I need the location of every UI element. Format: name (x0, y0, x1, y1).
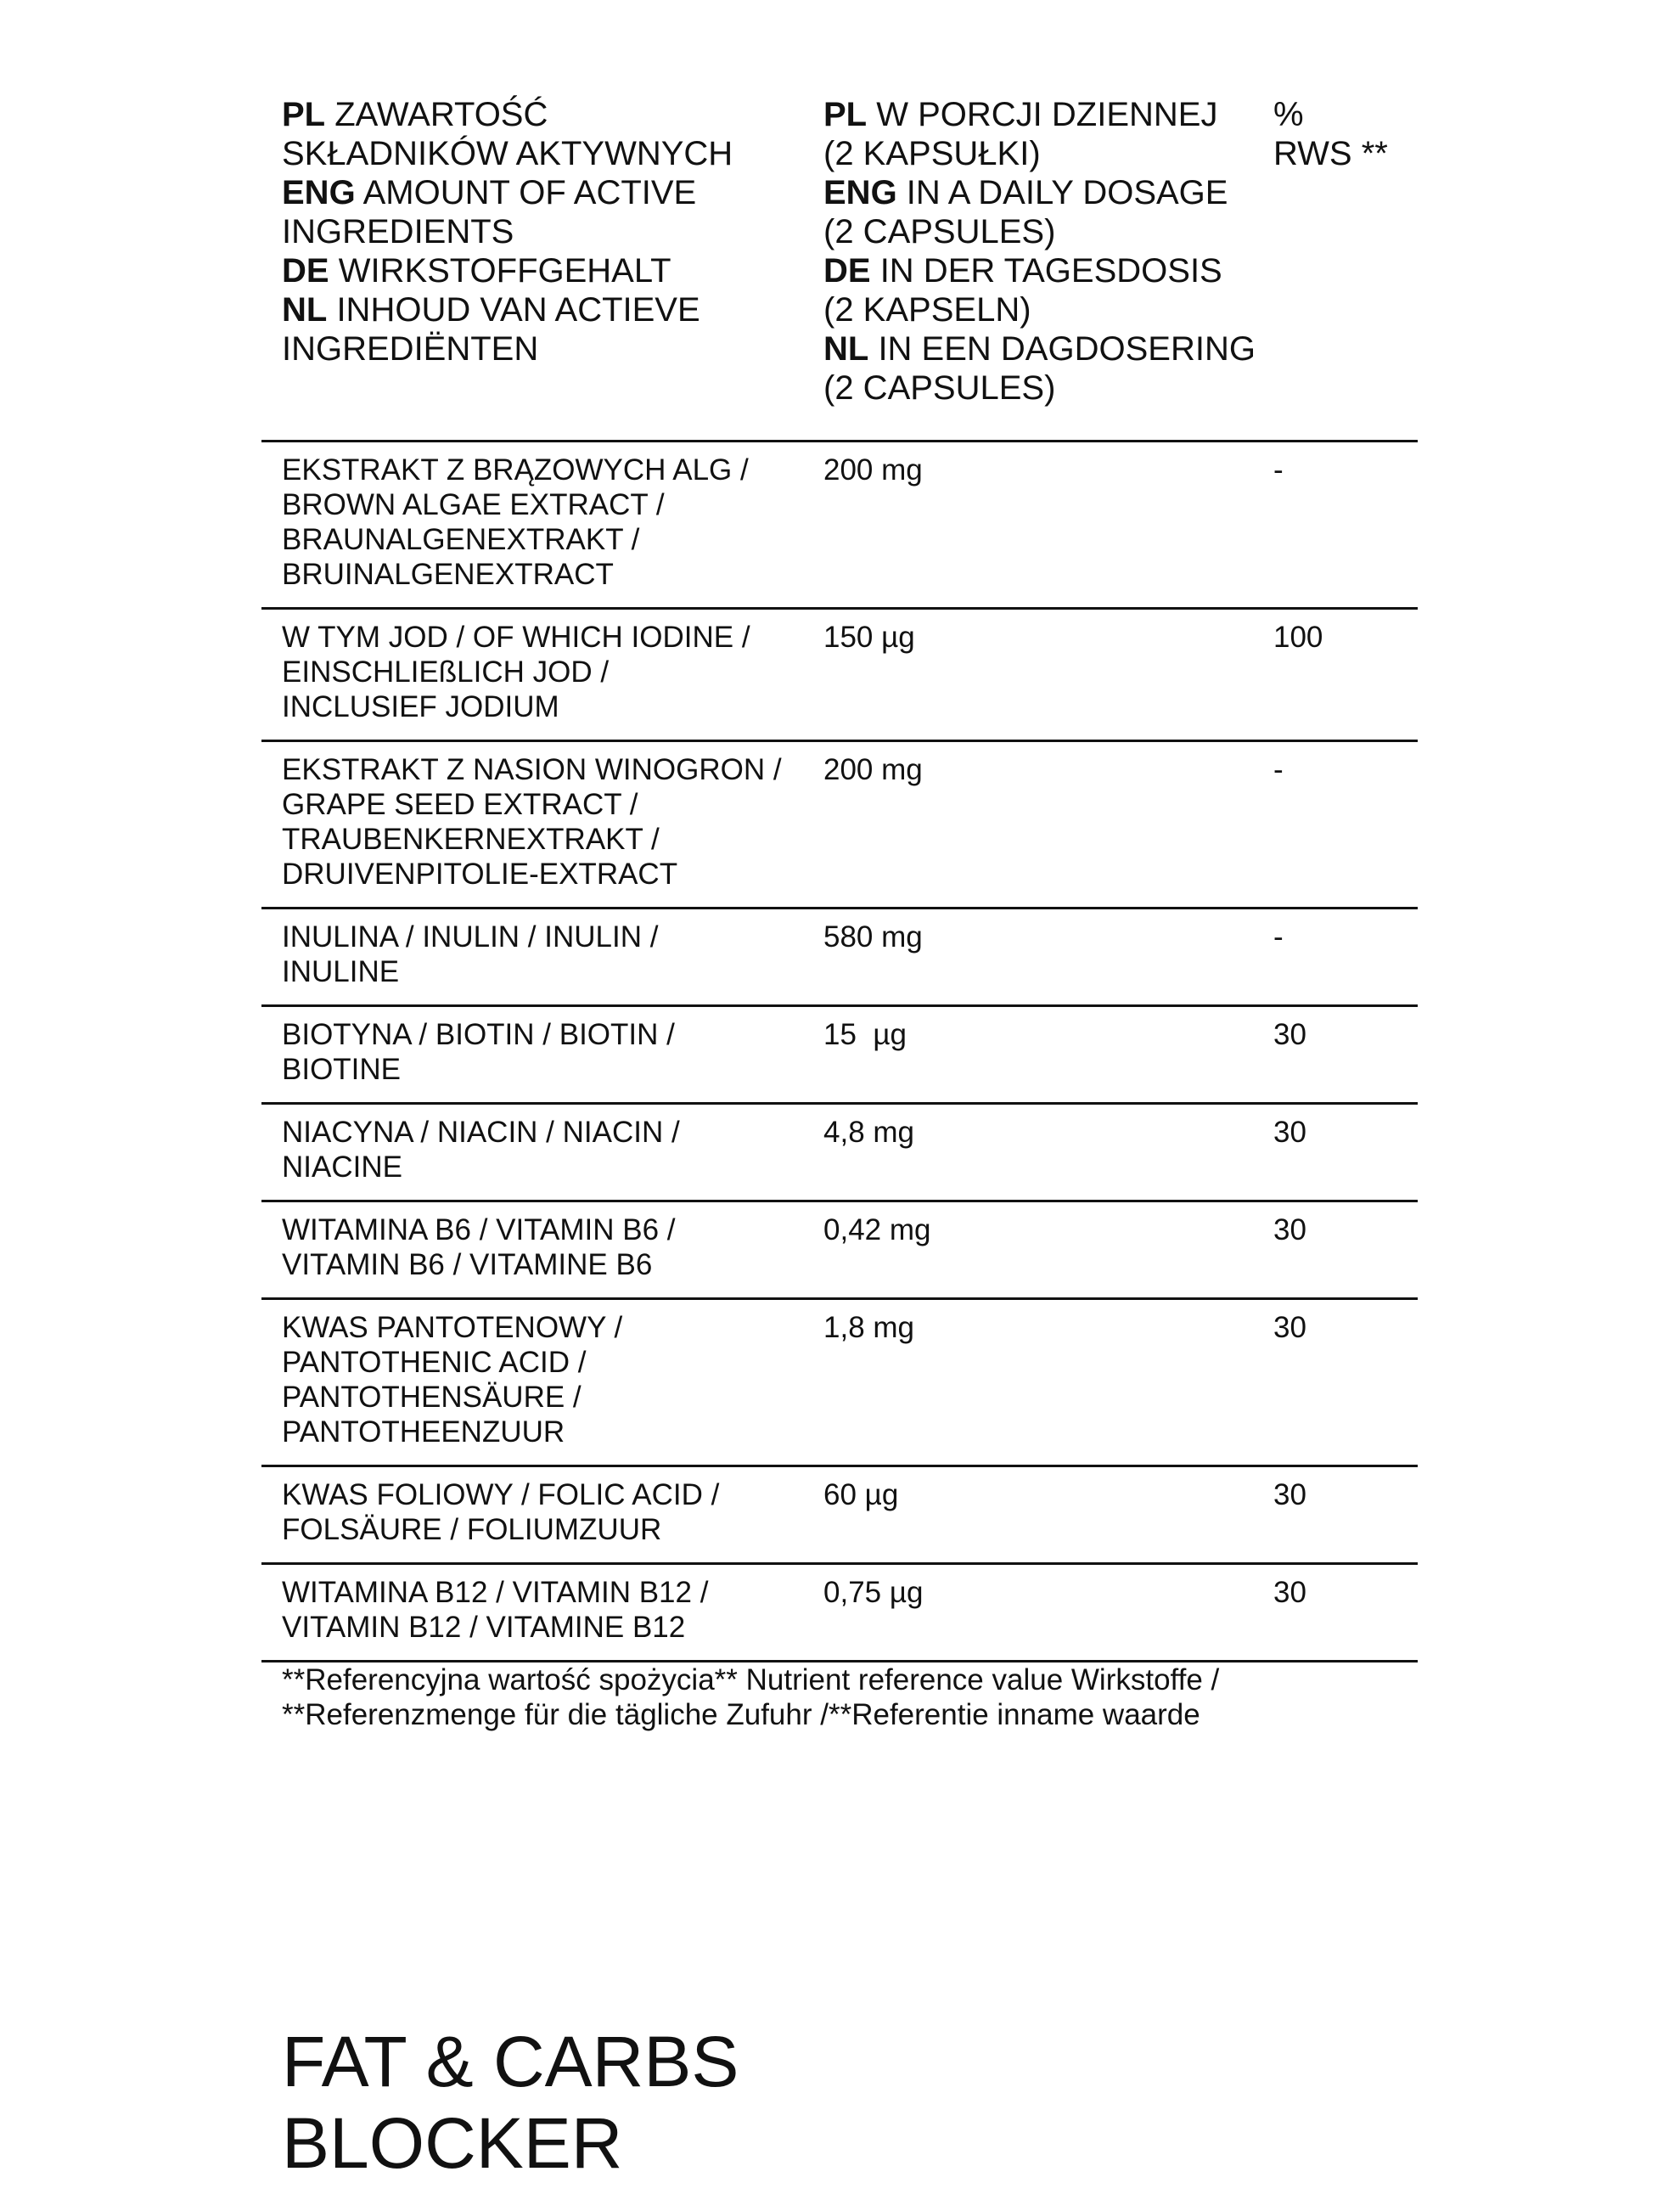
language-code: PL (823, 96, 868, 133)
header-text: INGREDIENTS (282, 213, 514, 250)
table-row (261, 610, 1418, 742)
rws-value: 100 (1273, 621, 1323, 654)
header-daily-dose-column (823, 95, 1265, 408)
ingredient-name-line: BROWN ALGAE EXTRACT / (282, 488, 665, 521)
table-header (261, 95, 1418, 442)
rws-value: - (1273, 453, 1284, 487)
ingredient-name-line: TRAUBENKERNEXTRAKT / (282, 823, 660, 856)
footnote-line: **Referencyjna wartość spożycia** Nutrient reference value Wirkstoffe / (282, 1663, 1220, 1696)
daily-dose-value: 15 µg (823, 1018, 907, 1051)
ingredient-name-line: W TYM JOD / OF WHICH IODINE / (282, 621, 750, 654)
ingredient-name (282, 442, 808, 607)
header-rws-percent: % (1273, 96, 1304, 133)
daily-dose-value: 150 µg (823, 621, 915, 654)
table-row (261, 742, 1418, 909)
ingredient-name-line: KWAS FOLIOWY / FOLIC ACID / (282, 1478, 720, 1511)
ingredient-name-line: GRAPE SEED EXTRACT / (282, 788, 638, 821)
rws-value: 30 (1273, 1478, 1306, 1511)
ingredient-name-line: PANTOTHENIC ACID / (282, 1346, 587, 1379)
ingredient-name-line: BIOTYNA / BIOTIN / BIOTIN / (282, 1018, 675, 1051)
header-line (823, 212, 1265, 251)
header-line (823, 251, 1265, 290)
rws-value: 30 (1273, 1311, 1306, 1344)
footnote-line: **Referenzmenge für die tägliche Zufuhr /**Referentie inname waarde (282, 1698, 1200, 1731)
footnote (282, 1662, 1219, 1732)
rws-value: 30 (1273, 1116, 1306, 1149)
header-line (823, 95, 1265, 134)
header-line (282, 290, 808, 329)
ingredient-name-line: BRUINALGENEXTRACT (282, 558, 614, 591)
ingredient-name (282, 1105, 808, 1200)
rws-value: 30 (1273, 1018, 1306, 1051)
header-text: INGREDIËNTEN (282, 330, 539, 368)
product-title-line: FAT & CARBS (282, 2022, 739, 2101)
ingredient-name (282, 1467, 808, 1562)
language-code: ENG (282, 174, 356, 211)
table-row (261, 1565, 1418, 1662)
header-line (823, 290, 1265, 329)
ingredient-name-line: BRAUNALGENEXTRAKT / (282, 523, 640, 556)
ingredient-name-line: PANTOTHENSÄURE / (282, 1381, 582, 1414)
table-row (261, 1300, 1418, 1467)
ingredient-name-line: NIACINE (282, 1151, 402, 1184)
ingredient-name (282, 1565, 808, 1660)
header-text: IN DER TAGESDOSIS (870, 252, 1222, 290)
product-title (282, 2021, 739, 2184)
ingredient-name-line: BIOTINE (282, 1053, 402, 1086)
language-code: DE (282, 252, 329, 290)
ingredient-name-line: EKSTRAKT Z NASION WINOGRON / (282, 753, 782, 786)
language-code: ENG (823, 174, 897, 211)
ingredient-name-line: INCLUSIEF JODIUM (282, 690, 559, 723)
header-text: WIRKSTOFFGEHALT (329, 252, 671, 290)
header-text: INHOUD VAN ACTIEVE (327, 291, 700, 329)
header-line (282, 134, 808, 173)
ingredient-name-line: VITAMIN B12 / VITAMINE B12 (282, 1611, 686, 1644)
ingredient-name-line: KWAS PANTOTENOWY / (282, 1311, 623, 1344)
header-line (282, 95, 808, 134)
language-code: DE (823, 252, 871, 290)
daily-dose-value: 4,8 mg (823, 1116, 914, 1149)
ingredient-name-line: NIACYNA / NIACIN / NIACIN / (282, 1116, 680, 1149)
header-line (823, 368, 1265, 408)
header-text: (2 KAPSUŁKI) (823, 135, 1041, 172)
ingredient-name-line: EKSTRAKT Z BRĄZOWYCH ALG / (282, 453, 749, 487)
language-code: NL (823, 330, 869, 368)
ingredient-name-line: VITAMIN B6 / VITAMINE B6 (282, 1248, 653, 1281)
language-code: PL (282, 96, 326, 133)
header-rws-column (1273, 95, 1418, 173)
ingredient-name-line: DRUIVENPITOLIE-EXTRACT (282, 858, 678, 891)
header-text: (2 KAPSELN) (823, 291, 1031, 329)
header-line (823, 173, 1265, 212)
header-line (282, 212, 808, 251)
ingredient-name-line: WITAMINA B12 / VITAMIN B12 / (282, 1576, 709, 1609)
header-text: ZAWARTOŚĆ (325, 96, 548, 133)
daily-dose-value: 0,42 mg (823, 1213, 931, 1246)
ingredient-name (282, 909, 808, 1004)
header-text: W PORCJI DZIENNEJ (867, 96, 1218, 133)
header-text: (2 CAPSULES) (823, 369, 1056, 407)
ingredient-name (282, 610, 808, 740)
ingredient-name-line: FOLSÄURE / FOLIUMZUUR (282, 1513, 662, 1546)
header-line (823, 329, 1265, 368)
table-row (261, 1202, 1418, 1300)
header-line (282, 329, 808, 368)
table-row (261, 909, 1418, 1007)
rws-value: 30 (1273, 1576, 1306, 1609)
ingredient-name-line: WITAMINA B6 / VITAMIN B6 / (282, 1213, 676, 1246)
header-ingredient-column (282, 95, 808, 368)
header-line (282, 173, 808, 212)
daily-dose-value: 200 mg (823, 453, 923, 487)
header-text: IN EEN DAGDOSERING (868, 330, 1256, 368)
table-body (261, 442, 1418, 1662)
ingredient-name-line: EINSCHLIEßLICH JOD / (282, 655, 610, 689)
table-row (261, 1467, 1418, 1565)
daily-dose-value: 580 mg (823, 920, 923, 954)
header-text: AMOUNT OF ACTIVE (355, 174, 697, 211)
table-row (261, 1105, 1418, 1202)
ingredient-name (282, 1202, 808, 1297)
daily-dose-value: 200 mg (823, 753, 923, 786)
header-text: IN A DAILY DOSAGE (896, 174, 1228, 211)
rws-value: - (1273, 920, 1284, 954)
ingredient-name (282, 742, 808, 907)
daily-dose-value: 60 µg (823, 1478, 899, 1511)
table-row (261, 1007, 1418, 1105)
header-rws-label: RWS ** (1273, 135, 1388, 172)
ingredient-name-line: INULINA / INULIN / INULIN / (282, 920, 659, 954)
ingredient-name (282, 1300, 808, 1465)
header-line (823, 134, 1265, 173)
rws-value: - (1273, 753, 1284, 786)
ingredient-name (282, 1007, 808, 1102)
header-text: SKŁADNIKÓW AKTYWNYCH (282, 135, 733, 172)
product-title-line: BLOCKER (282, 2103, 623, 2183)
table-row (261, 442, 1418, 610)
ingredient-name-line: PANTOTHEENZUUR (282, 1415, 565, 1449)
nutrition-table (261, 95, 1418, 1662)
daily-dose-value: 0,75 µg (823, 1576, 924, 1609)
header-line (282, 251, 808, 290)
language-code: NL (282, 291, 328, 329)
daily-dose-value: 1,8 mg (823, 1311, 914, 1344)
header-text: (2 CAPSULES) (823, 213, 1056, 250)
ingredient-name-line: INULINE (282, 955, 400, 988)
rws-value: 30 (1273, 1213, 1306, 1246)
